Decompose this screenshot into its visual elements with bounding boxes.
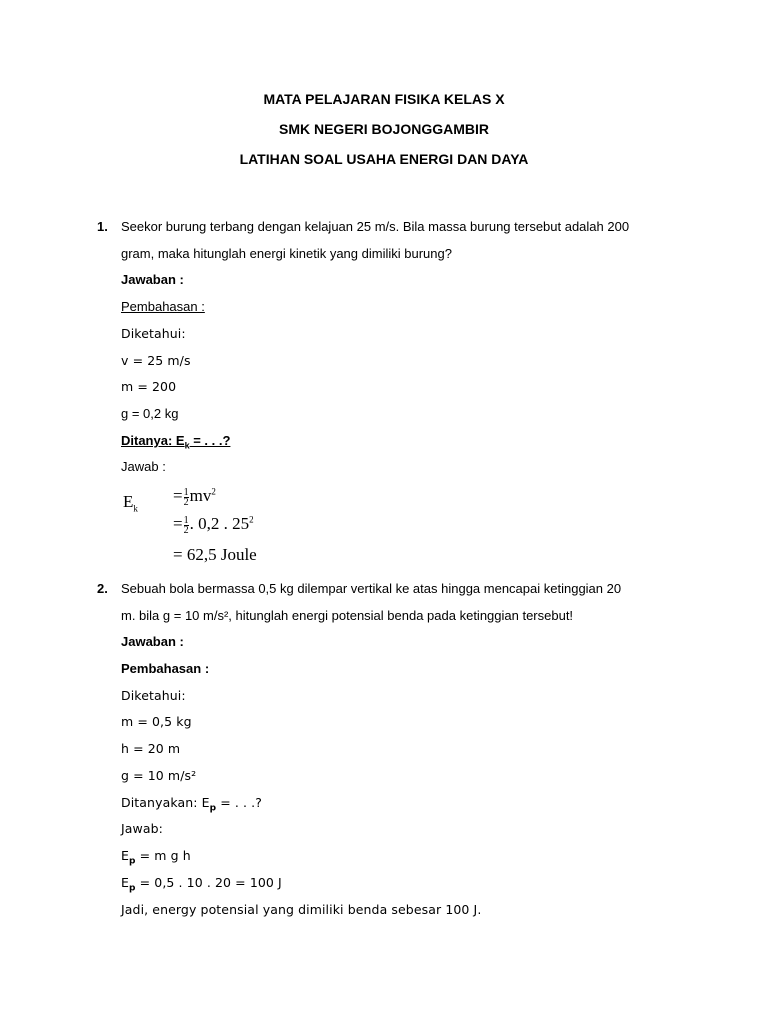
question-2-pembahasan: Pembahasan : bbox=[121, 661, 210, 676]
header-school: SMK NEGERI BOJONGGAMBIR bbox=[278, 121, 489, 137]
formula-row-3: = 62,5 Joule bbox=[173, 545, 257, 564]
question-2-text-line1: Sebuah bola bermassa 0,5 kg dilempar vertikal ke atas hingga mencapai ketinggian 20 bbox=[121, 581, 622, 596]
formula-row-2: = $\frac{1}{2}$ . 0,2 . $25^2$ bbox=[173, 514, 254, 536]
question-1-number: 1. bbox=[97, 219, 108, 234]
question-1-pembahasan: Pembahasan : bbox=[121, 299, 205, 314]
question-2-text-line2: m. bila g = 10 m/s², hitunglah energi potensial benda pada ketinggian tersebut! bbox=[121, 608, 574, 623]
question-2-ep-calculation: $E_p = 0,5$ . 10 . 20 = 100 J bbox=[121, 875, 282, 894]
question-2-ep-formula: $E_p = m$ g h bbox=[121, 848, 191, 867]
question-1-jawaban: Jawaban : bbox=[121, 272, 184, 287]
question-1-jawab: Jawab : bbox=[121, 459, 166, 474]
question-1-velocity: v = 25 m/s bbox=[121, 353, 191, 368]
question-2-jawaban: Jawaban : bbox=[121, 634, 184, 649]
question-2-jawab: Jawab: bbox=[121, 821, 163, 836]
kinetic-energy-formula bbox=[123, 484, 323, 570]
question-2-mass: m = 0,5 kg bbox=[121, 714, 192, 729]
question-2-diketahui: Diketahui: bbox=[121, 688, 186, 703]
header-subject: MATA PELAJARAN FISIKA KELAS X bbox=[263, 91, 505, 107]
question-2-height: h = 20 m bbox=[121, 741, 181, 756]
question-1-text-line2: gram, maka hitunglah energi kinetik yang dimiliki burung? bbox=[121, 246, 452, 261]
formula-lhs: $E_k$ bbox=[123, 492, 138, 514]
header-title: LATIHAN SOAL USAHA ENERGI DAN DAYA bbox=[239, 151, 529, 167]
question-1-mass: m = 200 bbox=[121, 379, 177, 394]
question-1-ditanya: Ditanya: $E_k$ = . . .? bbox=[121, 433, 231, 451]
question-1-diketahui: Diketahui: bbox=[121, 326, 186, 341]
question-1-text-line1: Seekor burung terbang dengan kelajuan 25 m/s. Bila massa burung tersebut adalah 200 bbox=[121, 219, 630, 234]
question-2-number: 2. bbox=[97, 581, 108, 596]
question-1-gravity: g = 0,2 kg bbox=[121, 406, 179, 421]
question-2-conclusion: Jadi, energy potensial yang dimiliki benda sebesar 100 J. bbox=[121, 902, 482, 917]
formula-row-1: = $\frac{1}{2}$ $mv^2$ bbox=[173, 486, 216, 508]
question-2-ditanyakan: Ditanyakan: $E_p$ = . . .? bbox=[121, 795, 262, 814]
question-2-gravity: g = 10 m/s² bbox=[121, 768, 197, 783]
